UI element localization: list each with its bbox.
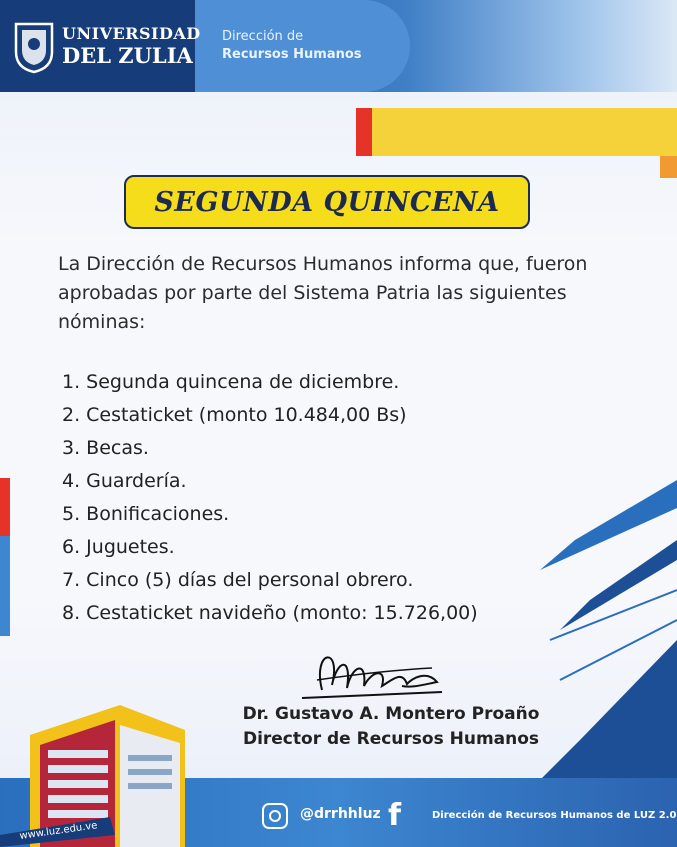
list-item: 2. Cestaticket (monto 10.484,00 Bs) [62, 404, 407, 426]
department-name [222, 28, 362, 64]
page-title: SEGUNDA QUINCENA [154, 186, 500, 218]
instagram-handle[interactable]: @drrhhluz [300, 806, 381, 822]
department-name-line1: Dirección de [222, 29, 304, 44]
university-name-line1: UNIVERSIDAD [62, 24, 201, 43]
university-seal-icon [12, 18, 56, 74]
list-item: 7. Cinco (5) días del personal obrero. [62, 569, 414, 591]
website-url: www.luz.edu.ve [18, 820, 99, 842]
left-red-accent [0, 478, 10, 536]
orange-accent [660, 156, 677, 178]
signature [292, 640, 452, 706]
intro-paragraph: La Dirección de Recursos Humanos informa que, fueron aprobadas por parte del Sistema Patria las siguientes nóminas: [58, 253, 588, 333]
list-item: 6. Juguetes. [62, 536, 175, 558]
list-item: 1. Segunda quincena de diciembre. [62, 371, 400, 393]
list-item: 8. Cestaticket navideño (monto: 15.726,00) [62, 602, 478, 624]
signer-title: Director de Recursos Humanos [242, 729, 540, 749]
university-name [62, 26, 201, 66]
yellow-accent-bar [372, 108, 677, 156]
payroll-list [62, 366, 478, 630]
signer-name: Dr. Gustavo A. Montero Proaño [242, 704, 540, 724]
department-name-line2: Recursos Humanos [222, 47, 362, 62]
facebook-icon[interactable]: f [388, 798, 402, 833]
building-illustration [0, 705, 205, 847]
title-banner [124, 175, 530, 229]
left-blue-accent [0, 536, 10, 636]
red-accent-bar [356, 108, 372, 156]
university-name-line2: DEL ZULIA [62, 43, 193, 68]
list-item: 3. Becas. [62, 437, 149, 459]
list-item: 4. Guardería. [62, 470, 187, 492]
list-item: 5. Bonificaciones. [62, 503, 230, 525]
instagram-icon[interactable] [262, 803, 288, 829]
facebook-page-label[interactable]: Dirección de Recursos Humanos de LUZ 2.0 [432, 810, 677, 821]
